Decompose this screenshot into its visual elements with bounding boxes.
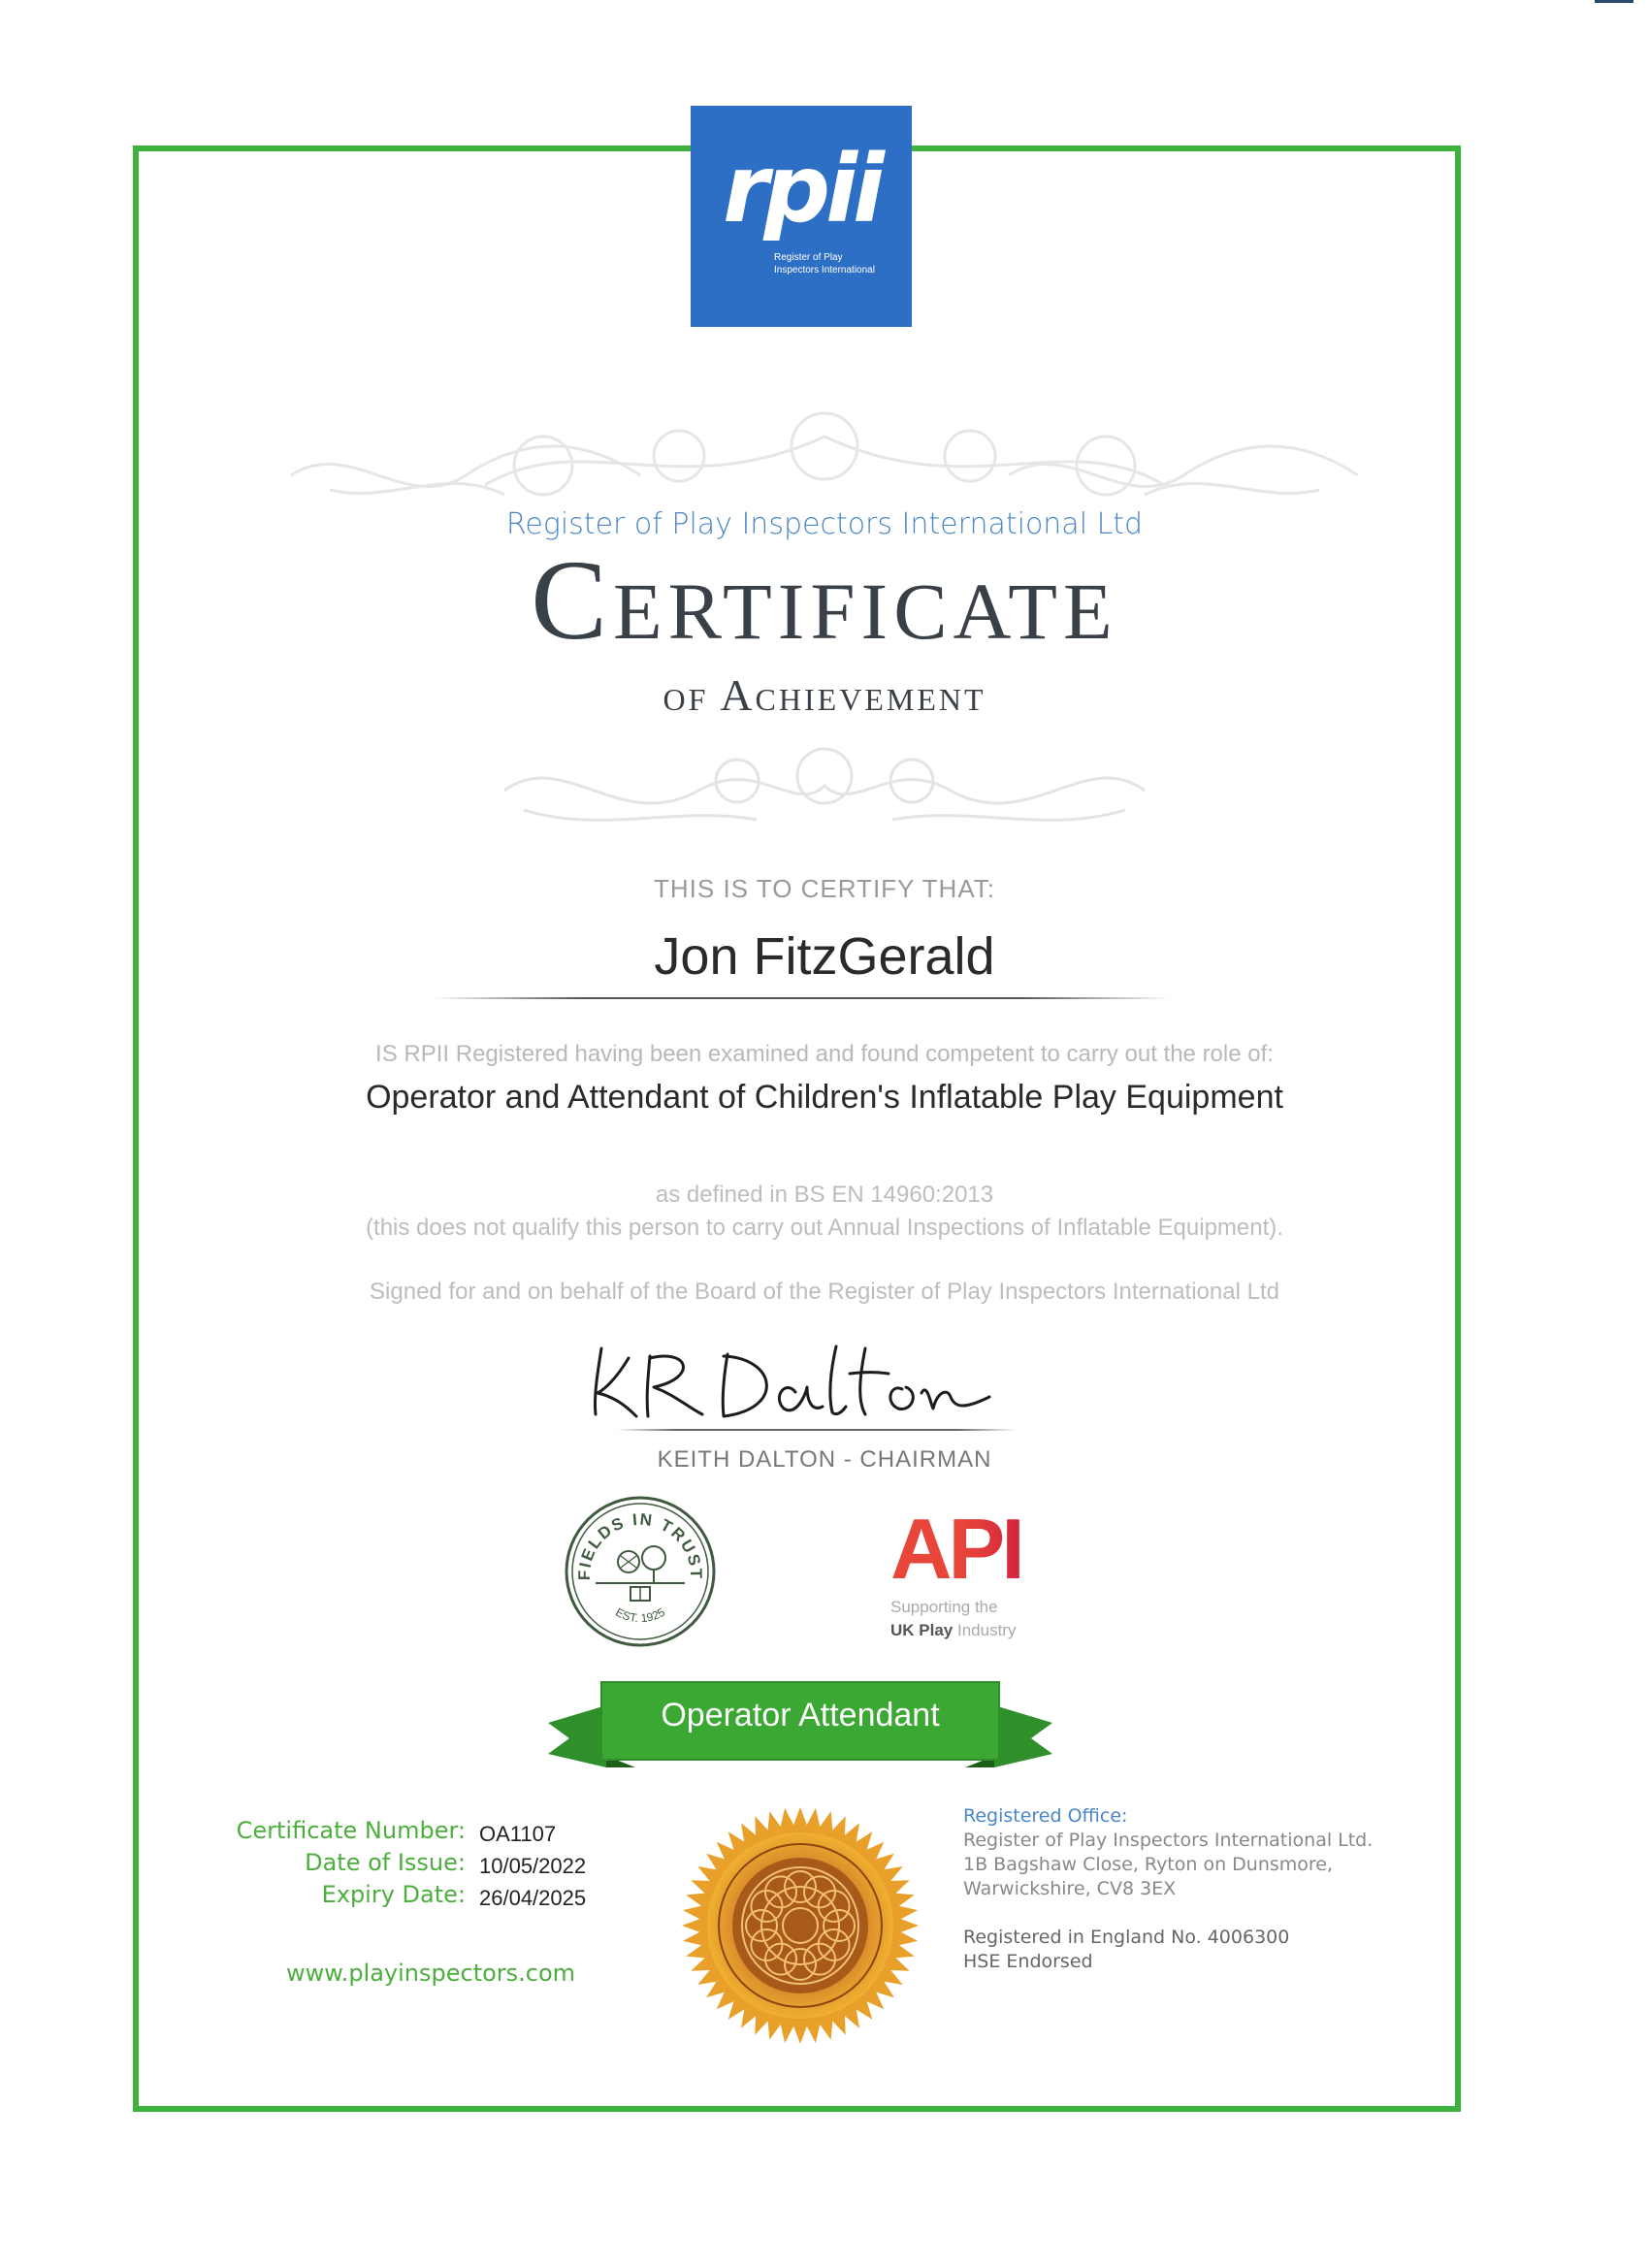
ribbon-label: Operator Attendant (661, 1697, 940, 1733)
chairman-signature (582, 1339, 1009, 1426)
fit-top-text: FIELDS IN TRUST (574, 1509, 706, 1581)
api-tagline-rest: Industry (956, 1621, 1017, 1639)
signatory-name: KEITH DALTON - CHAIRMAN (657, 1446, 992, 1473)
certify-intro: THIS IS TO CERTIFY THAT: (654, 874, 995, 903)
api-logo (890, 1501, 1046, 1642)
organisation-name: Register of Play Inspectors International Ltd (505, 507, 1144, 541)
signature-line (617, 1429, 1017, 1431)
certificate-title: Certificate (531, 536, 1118, 664)
fields-in-trust-logo (563, 1494, 718, 1649)
company-registration: Registered in England No. 4006300 (963, 1927, 1290, 1948)
certificate-number-value: OA1107 (479, 1822, 557, 1846)
rpii-logo (691, 106, 912, 327)
expiry-date-label: Expiry Date: (321, 1881, 466, 1908)
office-address-line2: 1B Bagshaw Close, Ryton on Dunsmore, (963, 1854, 1334, 1875)
api-tagline-bold: UK Play (890, 1621, 954, 1639)
certificate-subtitle: of Achievement (663, 670, 986, 720)
registered-office (963, 1804, 1419, 1974)
expiry-date-value: 26/04/2025 (479, 1886, 587, 1910)
rpii-logo-subtext (774, 251, 890, 276)
registration-statement: IS RPII Registered having been examined and found competent to carry out the role of: (375, 1041, 1274, 1067)
svg-text:EST. 1925 (613, 1605, 667, 1626)
top-flourish-ornament (0, 407, 1649, 524)
fit-est-text: EST. 1925 (613, 1604, 667, 1626)
certificate-meta-values (479, 1818, 673, 1914)
hse-endorsement: HSE Endorsed (963, 1951, 1093, 1972)
standard-reference: as defined in BS EN 14960:2013 (655, 1182, 994, 1208)
rpii-logo-subtext-line1: Register of Play (774, 252, 843, 263)
gold-seal (679, 1804, 922, 2047)
api-tagline-line1: Supporting the (890, 1598, 998, 1616)
certificate-meta-labels (175, 1815, 466, 1911)
scan-edge-mark (1595, 0, 1633, 3)
certified-role: Operator and Attendant of Children's Inflatable Play Equipment (366, 1079, 1283, 1116)
date-of-issue-value: 10/05/2022 (479, 1854, 587, 1878)
certificate-number-label: Certificate Number: (236, 1817, 466, 1844)
office-address-line3: Warwickshire, CV8 3EX (963, 1878, 1177, 1899)
qualification-note: (this does not qualify this person to carry out Annual Inspections of Inflatable Equipment). (366, 1215, 1283, 1241)
rpii-wordmark: rpii (723, 135, 880, 243)
signed-statement: Signed for and on behalf of the Board of the Register of Play Inspectors International Ltd (370, 1279, 1279, 1305)
api-tagline-line2 (890, 1621, 1046, 1640)
rpii-logo-subtext-line2: Inspectors International (774, 265, 875, 275)
office-address-line1: Register of Play Inspectors International Ltd. (963, 1830, 1374, 1851)
title-flourish-ornament (0, 737, 1649, 844)
name-underline (433, 997, 1170, 999)
date-of-issue-label: Date of Issue: (305, 1849, 466, 1876)
website-link[interactable]: www.playinspectors.com (286, 1960, 576, 1987)
api-wordmark: API (890, 1507, 1046, 1592)
registered-office-heading: Registered Office: (963, 1805, 1128, 1827)
holder-name: Jon FitzGerald (654, 927, 995, 986)
